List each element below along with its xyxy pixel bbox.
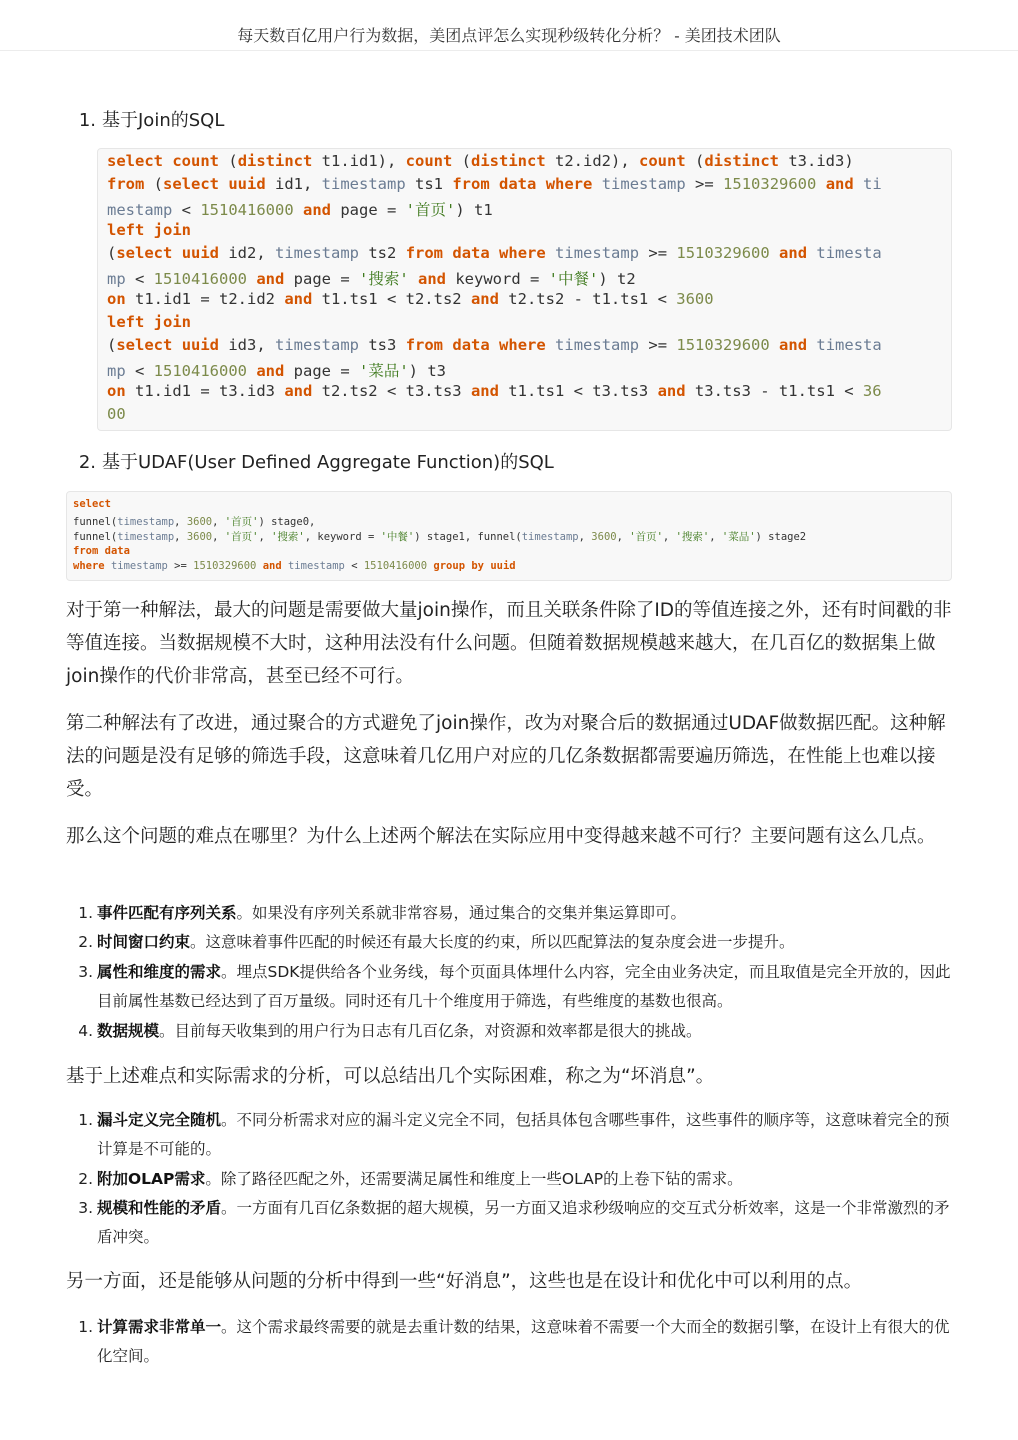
paragraph: 对于第一种解法，最大的问题是需要做大量join操作，而且关联条件除了ID的等值连接之外，还有时间戳的非等值连接。当数据规模不大时，这种用法没有什么问题。但随着数据规模越来越大，在几百亿的数据集上做join操作的代价非常高，甚至已经不可行。 [66, 600, 952, 687]
code-line: where timestamp >= 1510329600 and timestamp < 1510416000 group by uuid [73, 560, 516, 572]
code-block-udaf-sql [66, 491, 952, 581]
code-line: mp < 1510416000 and page = '菜品') t3 [107, 362, 446, 380]
code-line: left join [107, 313, 191, 331]
code-line: (select uuid id3, timestamp ts3 from data where timestamp >= 1510329600 and timesta [107, 336, 882, 354]
code-line: from data [73, 544, 130, 557]
list-item: 2. 基于UDAF(User Defined Aggregate Function)的SQL [78, 452, 554, 473]
paragraph: 那么这个问题的难点在哪里？为什么上述两个解法在实际应用中变得越来越不可行？主要问题有这么几点。 [66, 826, 936, 847]
code-line: (select uuid id2, timestamp ts2 from data where timestamp >= 1510329600 and timesta [107, 244, 882, 262]
paragraph: 另一方面，还是能够从问题的分析中得到一些“好消息”，这些也是在设计和优化中可以利用的点。 [66, 1271, 863, 1292]
code-line: mp < 1510416000 and page = '搜索' and keyword = '中餐') t2 [107, 270, 636, 288]
code-line: mestamp < 1510416000 and page = '首页') t1 [107, 201, 493, 219]
code-line: 00 [107, 405, 126, 423]
code-line: from (select uuid id1, timestamp ts1 from data where timestamp >= 1510329600 and ti [107, 175, 882, 193]
list-item: 1. 基于Join的SQL [78, 110, 225, 131]
page-title: 每天数百亿用户行为数据，美团点评怎么实现秒级转化分析？ - 美团技术团队 [237, 26, 781, 45]
code-line: select count (distinct t1.id1), count (distinct t2.id2), count (distinct t3.id3) [107, 152, 854, 170]
code-line: left join [107, 221, 191, 239]
code-line: select [73, 498, 111, 510]
code-line: on t1.id1 = t3.id3 and t2.ts2 < t3.ts3 and t1.ts1 < t3.ts3 and t3.ts3 - t1.ts1 < 36 [107, 382, 882, 400]
list-item-label: 基于UDAF(User Defined Aggregate Function)的SQL [102, 452, 554, 473]
paragraph: 第二种解法有了改进，通过聚合的方式避免了join操作，改为对聚合后的数据通过UDAF做数据匹配。这种解法的问题是没有足够的筛选手段，这意味着几亿用户对应的几亿条数据都需要遍历筛选，在性能上也难以接受。 [66, 713, 946, 800]
code-line: funnel(timestamp, 3600, '首页') stage0, [73, 515, 316, 528]
code-line: funnel(timestamp, 3600, '首页', '搜索', keyword = '中餐') stage1, funnel(timestamp, 3600, '首页', '搜索', '菜品') stage2 [73, 531, 807, 543]
list-item-label: 基于Join的SQL [102, 110, 225, 131]
page-header [0, 0, 1018, 51]
code-block-join-sql [97, 148, 952, 431]
code-line: on t1.id1 = t2.id2 and t1.ts1 < t2.ts2 and t2.ts2 - t1.ts1 < 3600 [107, 290, 714, 308]
paragraph: 基于上述难点和实际需求的分析，可以总结出几个实际困难，称之为“坏消息”。 [66, 1066, 715, 1087]
